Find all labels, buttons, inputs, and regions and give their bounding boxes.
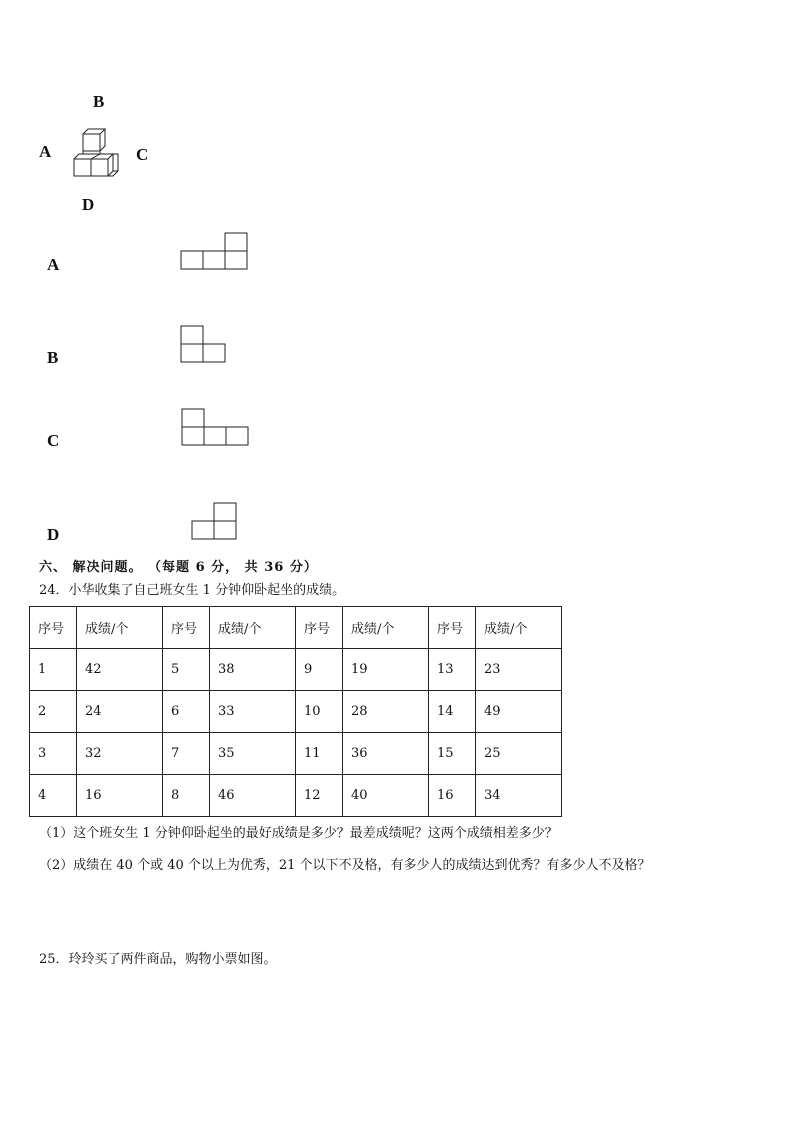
table-cell: 3 — [30, 733, 77, 775]
table-header-row — [30, 607, 562, 649]
table-header-cell: 成绩/个 — [77, 607, 163, 649]
option-b-label: B — [47, 348, 59, 367]
view-label-top: B — [93, 92, 105, 111]
option-b-shape — [180, 325, 230, 365]
table-cell: 36 — [343, 733, 429, 775]
score-table — [29, 606, 562, 817]
table-cell: 24 — [77, 691, 163, 733]
table-header-cell: 序号 — [429, 607, 476, 649]
q25-text: 25．玲玲买了两件商品，购物小票如图。 — [39, 952, 277, 967]
table-row — [30, 775, 562, 817]
table-cell: 10 — [296, 691, 343, 733]
cube-stack-figure — [72, 126, 122, 182]
table-cell: 35 — [210, 733, 296, 775]
q24-subquestion-1: （1）这个班女生 1 分钟仰卧起坐的最好成绩是多少？最差成绩呢？这两个成绩相差多少？ — [39, 826, 558, 841]
table-header-cell: 成绩/个 — [210, 607, 296, 649]
option-a-shape — [180, 232, 250, 272]
table-cell: 4 — [30, 775, 77, 817]
table-cell: 19 — [343, 649, 429, 691]
table-row — [30, 649, 562, 691]
table-cell: 33 — [210, 691, 296, 733]
table-cell: 14 — [429, 691, 476, 733]
table-cell: 49 — [476, 691, 562, 733]
table-cell: 23 — [476, 649, 562, 691]
table-cell: 15 — [429, 733, 476, 775]
table-header-cell: 序号 — [296, 607, 343, 649]
table-header-cell: 序号 — [30, 607, 77, 649]
table-cell: 9 — [296, 649, 343, 691]
table-cell: 16 — [77, 775, 163, 817]
table-cell: 28 — [343, 691, 429, 733]
option-d-label: D — [47, 525, 60, 544]
option-c-shape — [181, 408, 253, 448]
table-cell: 46 — [210, 775, 296, 817]
table-cell: 25 — [476, 733, 562, 775]
table-cell: 7 — [163, 733, 210, 775]
option-c-label: C — [47, 431, 60, 450]
view-label-right: C — [136, 145, 149, 164]
table-cell: 16 — [429, 775, 476, 817]
option-d-shape — [191, 502, 241, 544]
option-a-label: A — [47, 255, 60, 274]
table-cell: 8 — [163, 775, 210, 817]
table-cell: 42 — [77, 649, 163, 691]
table-cell: 32 — [77, 733, 163, 775]
table-cell: 13 — [429, 649, 476, 691]
table-header-cell: 序号 — [163, 607, 210, 649]
view-label-bottom: D — [82, 195, 95, 214]
q24-text: 24．小华收集了自己班女生 1 分钟仰卧起坐的成绩。 — [39, 583, 346, 598]
table-cell: 34 — [476, 775, 562, 817]
table-row — [30, 691, 562, 733]
table-cell: 2 — [30, 691, 77, 733]
view-label-left: A — [39, 142, 52, 161]
table-cell: 38 — [210, 649, 296, 691]
section-heading: 六、 解决问题。 （每题 6 分， 共 36 分） — [39, 560, 318, 575]
table-cell: 40 — [343, 775, 429, 817]
table-header-cell: 成绩/个 — [343, 607, 429, 649]
table-cell: 6 — [163, 691, 210, 733]
table-cell: 1 — [30, 649, 77, 691]
table-cell: 12 — [296, 775, 343, 817]
table-cell: 5 — [163, 649, 210, 691]
table-cell: 11 — [296, 733, 343, 775]
table-header-cell: 成绩/个 — [476, 607, 562, 649]
table-row — [30, 733, 562, 775]
q24-subquestion-2: （2）成绩在 40 个或 40 个以上为优秀，21 个以下不及格，有多少人的成绩达到优秀？有多少人不及格？ — [39, 858, 651, 873]
